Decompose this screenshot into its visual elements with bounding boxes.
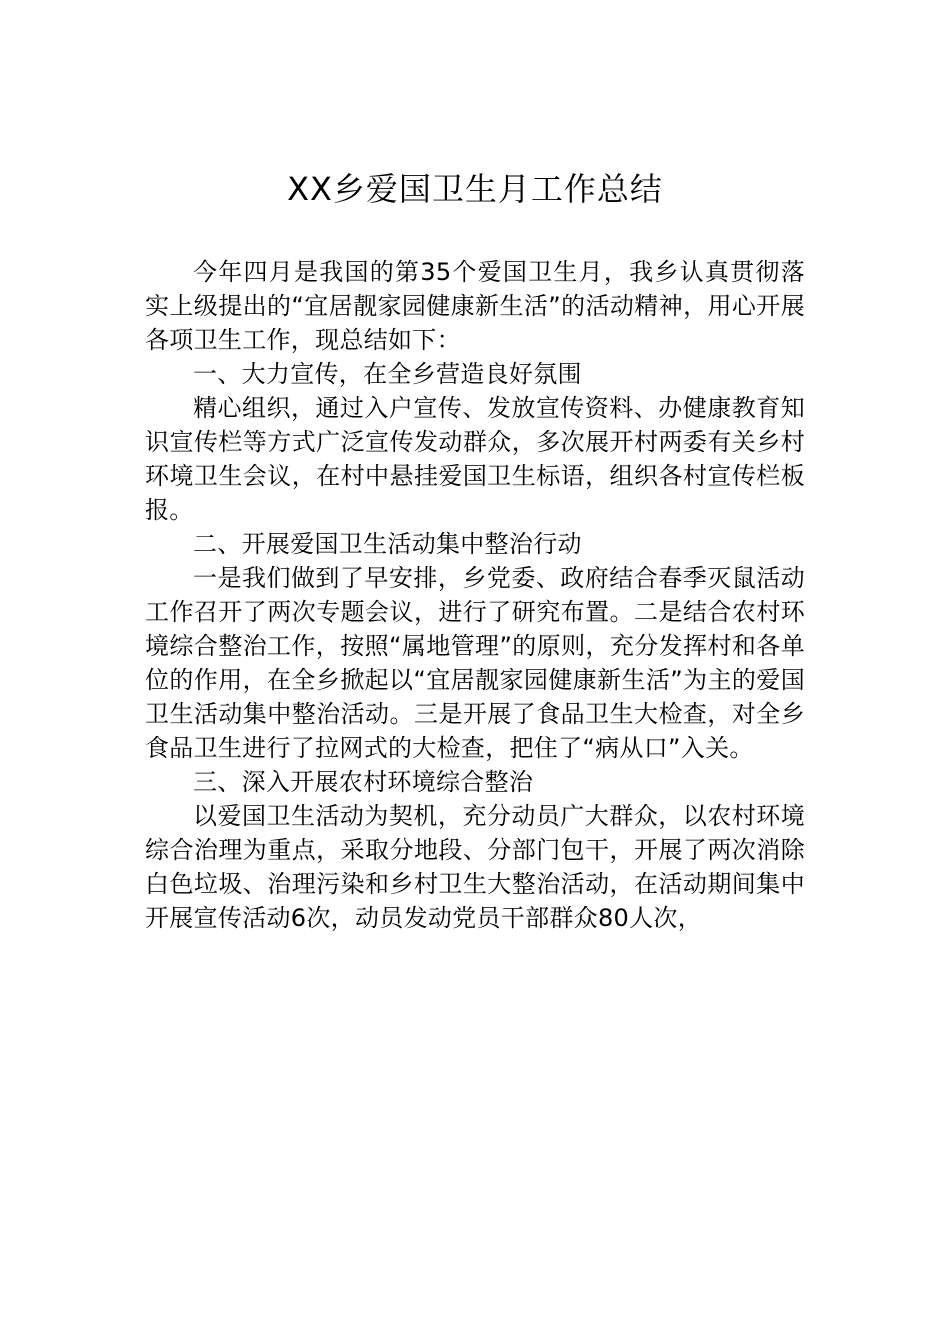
document-body (145, 255, 805, 935)
intro-paragraph: 今年四月是我国的第35个爱国卫生月，我乡认真贯彻落实上级提出的“宜居靓家园健康新生活”的活动精神，用心开展各项卫生工作，现总结如下： (145, 258, 805, 354)
document-title: XX乡爱国卫生月工作总结 (287, 170, 663, 208)
section-3-heading: 三、深入开展农村环境综合整治 (193, 768, 534, 796)
section-1-paragraph: 精心组织，通过入户宣传、发放宣传资料、办健康教育知识宣传栏等方式广泛宣传发动群众，多次展开村两委有关乡村环境卫生会议，在村中悬挂爱国卫生标语，组织各村宣传栏板报。 (145, 394, 805, 524)
section-2-heading: 二、开展爱国卫生活动集中整治行动 (193, 530, 582, 558)
section-3-paragraph: 以爱国卫生活动为契机，充分动员广大群众，以农村环境综合治理为重点，采取分地段、分部门包干，开展了两次消除白色垃圾、治理污染和乡村卫生大整治活动，在活动期间集中开展宣传活动6次，动员发动党员干部群众80人次， (145, 802, 805, 932)
section-2-paragraph: 一是我们做到了早安排，乡党委、政府结合春季灭鼠活动工作召开了两次专题会议，进行了研究布置。二是结合农村环境综合整治工作，按照“属地管理”的原则，充分发挥村和各单位的作用，在全乡掀起以“宜居靓家园健康新生活”为主的爱国卫生活动集中整治活动。三是开展了食品卫生大检查，对全乡食品卫生进行了拉网式的大检查，把住了“病从口”入关。 (145, 564, 805, 762)
section-1-heading: 一、大力宣传，在全乡营造良好氛围 (193, 360, 582, 388)
